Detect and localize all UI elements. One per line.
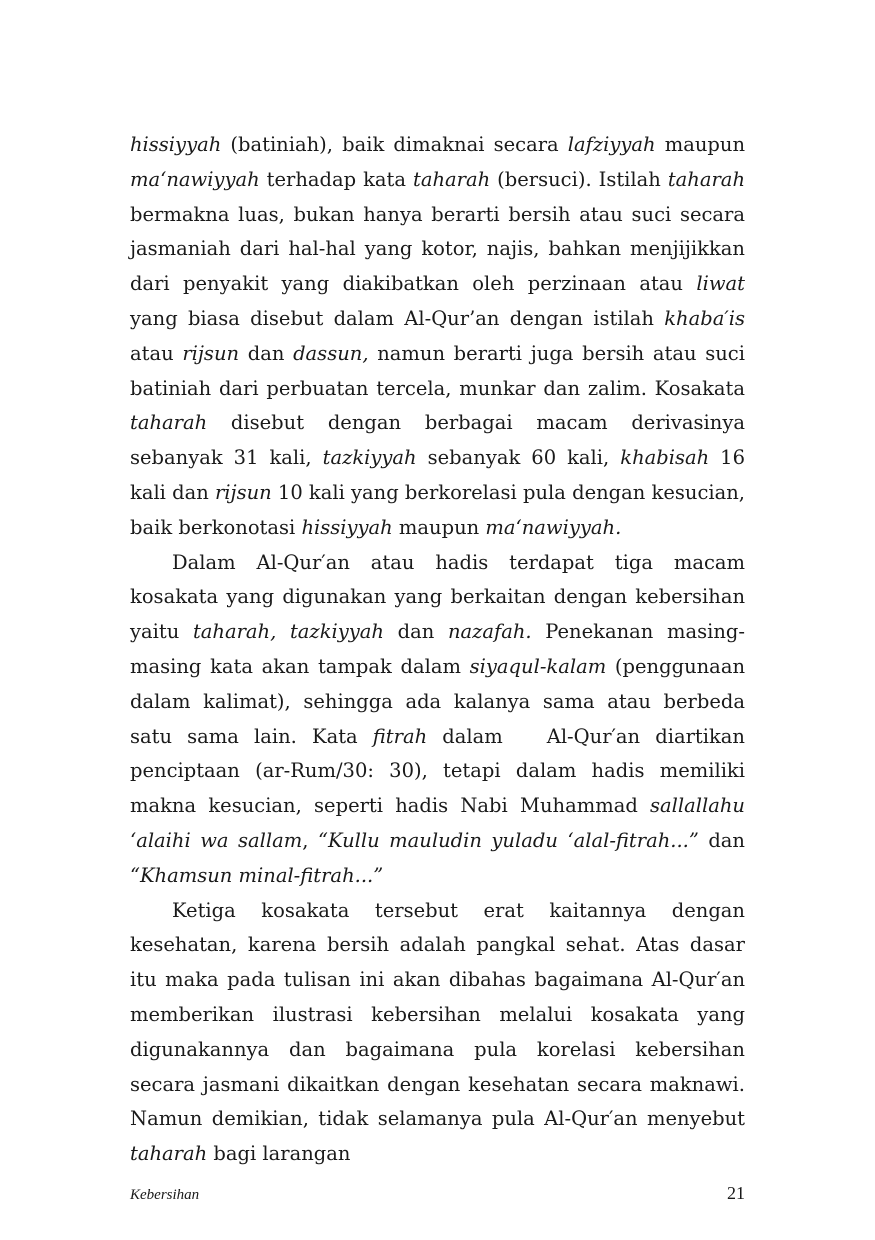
text-run: Penekanan masing-masing kata akan tampak dalam — [130, 620, 745, 678]
text-run: Ketiga kosakata tersebut erat kaitannya dengan kesehatan, karena bersih adalah pangkal sehat. Atas dasar itu maka pada tulisan ini akan dibahas bagaimana Al-Qur′an memberikan ilustrasi kebersihan melalui kosakata yang digunakannya dan bagaimana pula korelasi kebersihan secara jasmani dikaitkan dengan kesehatan secara maknawi. Namun demikian, tidak selamanya pula Al-Qur′an menyebut — [130, 898, 745, 1131]
italic-term: khabisah — [620, 446, 710, 470]
text-run: sebanyak 60 kali, — [416, 446, 621, 470]
italic-term: taharah — [667, 167, 745, 191]
text-run: disebut dengan berbagai macam derivasinya sebanyak 31 kali, — [130, 411, 745, 470]
text-run: , — [302, 828, 318, 852]
paragraph-vocabulary — [130, 546, 745, 894]
italic-term: taharah — [130, 411, 208, 435]
italic-term: taharah — [130, 1142, 208, 1166]
text-run: maupun — [655, 133, 746, 156]
text-run: (bersuci). Istilah — [490, 167, 668, 191]
text-run: 16 kali dan — [130, 446, 745, 504]
text-run: namun berarti juga bersih atau suci batiniah dari perbuatan tercela, munkar dan zalim. Kosakata — [130, 341, 745, 400]
text-run: maupun — [392, 515, 486, 539]
italic-term: khaba′is — [664, 306, 745, 330]
page-number: 21 — [727, 1183, 745, 1203]
text-run: dalam — [427, 724, 503, 748]
italic-term: siyaqul-kalam — [469, 654, 607, 678]
italic-term: sallallahu ‘alaihi wa sallam — [130, 794, 745, 852]
italic-term: liwat — [696, 272, 745, 296]
text-run: bermakna luas, bukan hanya berarti bersih atau suci secara jasmaniah dari hal-hal yang kotor, najis, bahkan menjijikkan dari penyakit yang diakibatkan oleh perzinaan atau — [130, 202, 745, 296]
text-run: atau — [130, 341, 183, 365]
italic-term: rijsun — [182, 341, 240, 365]
italic-term: tazkiyyah — [289, 620, 384, 644]
italic-term: ma‘nawiyyah — [130, 167, 260, 191]
text-run: 10 kali yang berkorelasi pula dengan kesucian, baik berkonotasi — [130, 480, 746, 539]
text-run: bagi larangan — [207, 1142, 351, 1166]
italic-term: hissiyyah — [301, 515, 393, 539]
text-run: Al-Qur′an diartikan penciptaan (ar-Rum/30: 30), tetapi dalam hadis memiliki makna kesucian, seperti hadis Nabi Muhammad — [130, 724, 745, 818]
text-run: yang biasa disebut dalam Al-Qur’an dengan istilah — [130, 306, 665, 330]
italic-term: tazkiyyah — [322, 446, 417, 470]
text-run: dan — [239, 341, 294, 365]
italic-term: “Khamsun minal-fitrah...” — [130, 863, 384, 887]
body-text — [130, 128, 745, 1172]
italic-term: nazafah. — [447, 620, 532, 644]
italic-term: “Kullu mauludin yuladu ‘alal-fitrah...” — [317, 828, 699, 852]
italic-term: ma‘nawiyyah. — [485, 515, 622, 539]
text-run: dan — [698, 828, 745, 852]
italic-term: rijsun — [214, 480, 272, 504]
italic-term: hissiyyah — [130, 133, 222, 156]
italic-term: taharah — [413, 167, 491, 191]
italic-term: fitrah — [372, 724, 428, 748]
italic-term: taharah, — [192, 620, 277, 644]
italic-term: lafziyyah — [567, 133, 656, 156]
text-run: (penggunaan dalam kalimat), sehingga ada kalanya sama atau berbeda satu sama lain. Kata — [130, 654, 745, 748]
paragraph-continuation — [130, 128, 745, 546]
text-run: (batiniah), baik dimaknai secara — [221, 133, 568, 156]
running-title: Kebersihan — [130, 1187, 200, 1203]
text-run: dan — [383, 620, 448, 644]
text-run: Dalam Al-Qur′an atau hadis terdapat tiga macam kosakata yang digunakan yang berkaitan dengan kebersihan yaitu — [130, 550, 745, 644]
italic-term: dassun, — [293, 341, 369, 365]
text-run — [276, 620, 290, 643]
text-run: terhadap kata — [259, 167, 414, 191]
paragraph-health — [130, 894, 745, 1172]
